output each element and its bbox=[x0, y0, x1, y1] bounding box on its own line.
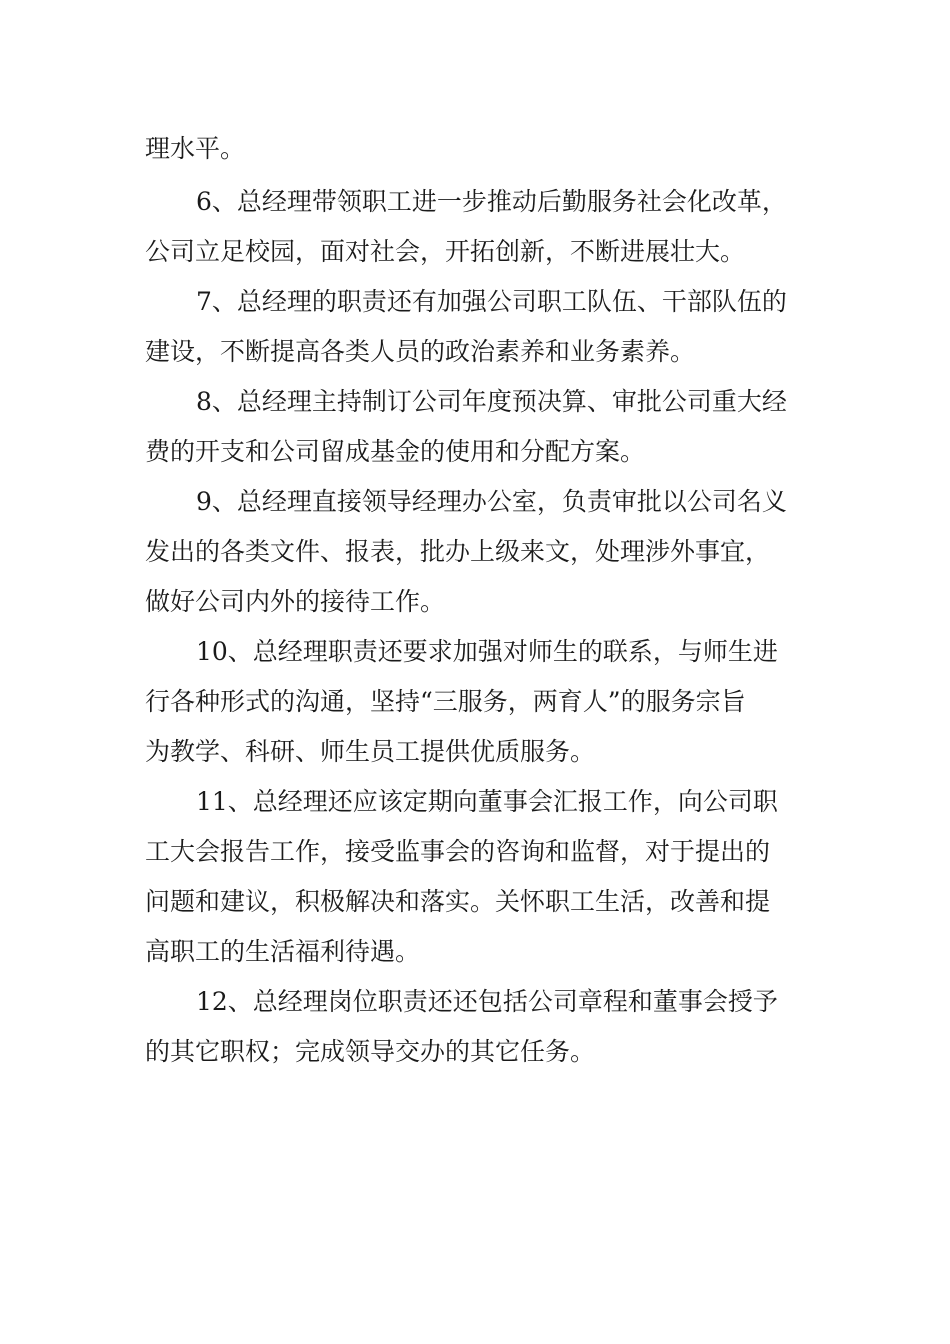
paragraph-7-line-1: 7、总经理的职责还有加强公司职工队伍、干部队伍的 bbox=[196, 287, 787, 316]
paragraph-10-line-3: 为教学、科研、师生员工提供优质服务。 bbox=[145, 737, 596, 766]
paragraph-12-line-2: 的其它职权；完成领导交办的其它任务。 bbox=[145, 1037, 596, 1066]
paragraph-8-line-1: 8、总经理主持制订公司年度预决算、审批公司重大经 bbox=[196, 387, 787, 416]
paragraph-12-line-1: 12、总经理岗位职责还还包括公司章程和董事会授予 bbox=[196, 987, 778, 1016]
paragraph-9-line-3: 做好公司内外的接待工作。 bbox=[145, 587, 446, 616]
paragraph-8-line-2: 费的开支和公司留成基金的使用和分配方案。 bbox=[145, 437, 646, 466]
paragraph-6-line-1: 6、总经理带领职工进一步推动后勤服务社会化改革， bbox=[196, 187, 787, 216]
paragraph-6-line-2: 公司立足校园，面对社会，开拓创新，不断进展壮大。 bbox=[145, 237, 746, 266]
paragraph-11-line-1: 11、总经理还应该定期向董事会汇报工作，向公司职 bbox=[196, 787, 778, 816]
paragraph-10-line-2: 行各种形式的沟通，坚持“三服务，两育人”的服务宗旨 bbox=[145, 687, 746, 716]
paragraph-7-line-2: 建设，不断提高各类人员的政治素养和业务素养。 bbox=[145, 337, 696, 366]
paragraph-11-line-2: 工大会报告工作，接受监事会的咨询和监督，对于提出的 bbox=[145, 837, 771, 866]
paragraph-9-line-1: 9、总经理直接领导经理办公室，负责审批以公司名义 bbox=[196, 487, 787, 516]
text-line: 理水平。 bbox=[145, 134, 246, 163]
paragraph-9-line-2: 发出的各类文件、报表，批办上级来文，处理涉外事宜， bbox=[145, 537, 771, 566]
paragraph-11-line-3: 问题和建议，积极解决和落实。关怀职工生活，改善和提 bbox=[145, 887, 771, 916]
paragraph-11-line-4: 高职工的生活福利待遇。 bbox=[145, 937, 421, 966]
paragraph-10-line-1: 10、总经理职责还要求加强对师生的联系，与师生进 bbox=[196, 637, 778, 666]
